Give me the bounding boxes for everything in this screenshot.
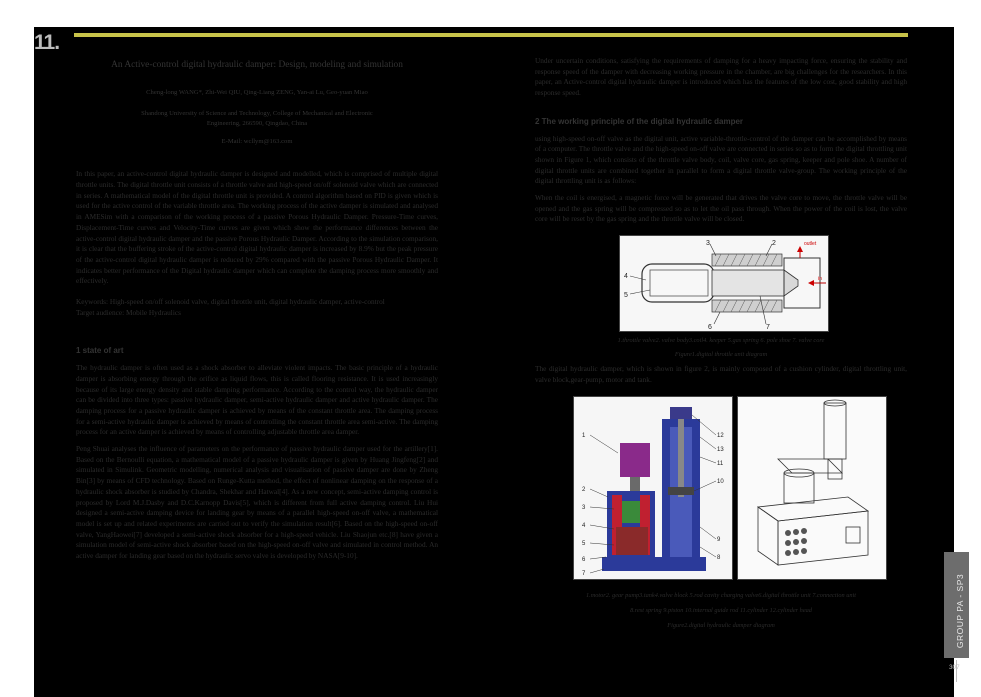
figure-1-label: 2 — [772, 240, 776, 248]
paper-authors: Cheng-long WANG*, Zhi-Wei QIU, Qing-Liang ZENG, Yan-ai Lu, Geo-yuan Miao — [146, 88, 368, 96]
figure-1-caption: Figure1.digital throttle unit diagram — [674, 350, 768, 358]
body-paragraph: Peng Shuai analyses the influence of parameters on the performance of passive hydraulic damper used for the artillery[1]. Based on the Bernoulli equation, a mathematical model of a passive hydraulic damper is given by Huang Jingfeng[2] and simulated in Simulink. Geometric modelling, numerical analysis and visualisation of passive damper are done by Zheng Bin[3] by means of CFD technology. Based on Runge-Kutta method, the effect of nonlinear damping on the response of a hydraulic shock absorber is studied by Chandra, Shekhar and Hatwal[4]. As a new concept, semi-active damping control is proposed by Lord M.J.Dasby and D.C.Karnopp Davis[5], which is different from full active damping control. Liu Hui designed a semi-active damping device for landing gear by means of a parallel high-speed on-off valve, a mathematical model is set up and related experiments are carried out to verify the simulation result[6]. Based on the high-speed on-off valve, YangHaowei[7] developed a semi-active shock absorber for a high-speed vehicle. Liu Shaojun etc.[8] have given a simulation model of semi-active shock absorber based on the high-speed on-off valve and simulated in control method. An active damper for landing gear based on the hydraulic servo valve is developed by NASA[9-10]. — [76, 444, 438, 561]
figure-2-legend: 8.rest spring 9.piston 10.internal guide rod 11.cylinder 12.cylinder head — [630, 606, 812, 614]
figure-1-label: 5 — [624, 292, 628, 300]
body-paragraph: using high-speed on-off valve as the digital unit, active variable-throttle-control of the damper can be accomplished by means of a computer. The throttle valve and the high-speed on-off valve are connected in series so as to form the digital throttling unit shown in Figure 1, which consists of the throttle valve body, coil, valve core, gas spring, keeper and pole shoe. A number of digital throttle units are combined together in parallel to form a digital throttle valve-group. The working principle of the digital throttling unit is as follows: — [535, 133, 907, 186]
figure-1-port-label: in — [818, 276, 822, 283]
figure-2-label: 8 — [717, 554, 721, 561]
damper-section-drawing — [574, 397, 732, 579]
right-column — [535, 56, 907, 631]
figure-2-label: 7 — [582, 570, 586, 577]
figure-2-label: 4 — [582, 522, 586, 529]
figure-2-section-view — [573, 396, 733, 580]
figure-2-label: 10 — [717, 478, 724, 485]
figure-1-label: 7 — [766, 324, 770, 332]
left-column — [76, 56, 438, 562]
target-audience-line: Target audience: Mobile Hydraulics — [76, 307, 181, 317]
figure-1-port-label: outlet — [804, 241, 817, 248]
throttle-unit-drawing — [620, 236, 828, 331]
figure-2-caption: Figure2.digital hydraulic damper diagram — [667, 621, 775, 629]
figure-2-label: 11 — [717, 460, 724, 467]
figure-2-label: 12 — [717, 432, 724, 439]
paper-email: E-Mail: wcllym@163.com — [221, 137, 293, 145]
figure-2-label: 3 — [582, 504, 586, 511]
section-heading-state-of-art: 1 state of art — [76, 346, 124, 356]
body-paragraph: The digital hydraulic damper, which is shown in figure 2, is mainly composed of a cushion cylinder, digital throttling unit, valve block,gear-pump, motor and tank. — [535, 364, 907, 384]
section-heading-working-principle: 2 The working principle of the digital hydraulic damper — [535, 116, 744, 126]
figure-2-label: 2 — [582, 486, 586, 493]
paper-title: An Active-control digital hydraulic damper: Design, modeling and simulation — [111, 60, 403, 70]
figure-2-isometric-view — [737, 396, 887, 580]
figure-1-throttle-unit-diagram — [619, 235, 829, 332]
figure-2-label: 5 — [582, 540, 586, 547]
figure-2-label: 9 — [717, 536, 721, 543]
damper-isometric-drawing — [738, 397, 886, 579]
figure-2-legend: 1.motor2. gear pump3.tank4.valve block 5.rod cavity charging valve6.digital throttle unit 7.connection unit — [585, 591, 856, 599]
body-paragraph: Under uncertain conditions, satisfying the requirements of damping for a heavy impacting force, ensuring the stability and response speed of the damper with decreasing working pressure in the chamber, are big challenges for the researchers. In this paper, an Active-control digital hydraulic damper is introduced which has the features of the low cost, good stability and high response speed. — [535, 56, 907, 98]
figure-1-label: 6 — [708, 324, 712, 332]
figure-2-container — [535, 396, 907, 586]
figure-1-label: 4 — [624, 273, 628, 281]
figure-2-label: 13 — [717, 446, 724, 453]
page-number: 307 — [949, 664, 960, 671]
body-paragraph: The hydraulic damper is often used as a shock absorber to alleviate violent impacts. The basic principle of a hydraulic damper is absorbing energy through the orifice as liquid flows, this is called flooring resistance. It is used increasingly because of its large energy density and stable damping performance. According to the control way, the hydraulic damper can be divided into three types: passive hydraulic damper, semi-active hydraulic damper and active hydraulic damper. The damping process for a passive hydraulic damper is achieved by means of the constant throttle area. The damping process for a semi-active hydraulic damper is achieved by means of controlling the constant throttle area semi-active. The damping process for an active damper is achieved by means of controlling adjustable throttle area damper. — [76, 363, 438, 437]
figure-2-label: 6 — [582, 556, 586, 563]
paper-affiliation: Shandong University of Science and Technology, College of Mechanical and Electronic Engineering, 266590, Qingdao, China — [141, 110, 373, 127]
figure-1-label: 3 — [706, 240, 710, 248]
header-rule — [74, 33, 908, 37]
figure-1-legend: 1.throttle valve2. valve body3.coil4. keeper 5.gas spring 6. pole shoe 7. valve core — [617, 337, 825, 345]
abstract-paragraph: In this paper, an active-control digital hydraulic damper is designed and modelled, which is comprised of multiple digital throttle units. The digital throttle unit consists of a throttle valve and high-speed on/off solenoid valve which are connected in series. A mathematical model of the digital throttle unit is provided. A control algorithm based on PID is given which is used for the active control of the variable throttle area. The working process of the active damper is simulated and analysed in AMESim with a comparison of the working process of a passive Porous Hydraulic Damper. Pressure-Time curves, Displacement-Time curves and Velocity-Time curves are given which show the performance differences between the active-control digital hydraulic damper and the passive Porous Hydraulic Damper. According to the simulation comparison, it is clear that the buffering stroke of the active-control digital hydraulic damper is increased by 8.9% but the peak pressure of the active-control digital hydraulic damper is reduced by 29% compared with the passive Porous Hydraulic Damper. It indicates better performance of the Digital hydraulic damper which can complete the damping process more smoothly and effectively. — [76, 169, 438, 286]
side-group-label: GROUP PA - SP3 — [955, 573, 965, 649]
body-paragraph: When the coil is energised, a magnetic force will be generated that drives the valve core to move, the throttle valve will be opened and the gas spring will be compressed so as to let the oil pass through. When the power of the coil is lost, the valve core will be reset by the gas spring and the throttle valve will be closed. — [535, 193, 907, 224]
figure-2-label: 1 — [582, 432, 586, 439]
keywords-line: Keywords: High-speed on/off solenoid valve, digital throttle unit, digital hydraulic damper, active-control — [76, 297, 385, 307]
chapter-number: 11. — [34, 31, 60, 54]
